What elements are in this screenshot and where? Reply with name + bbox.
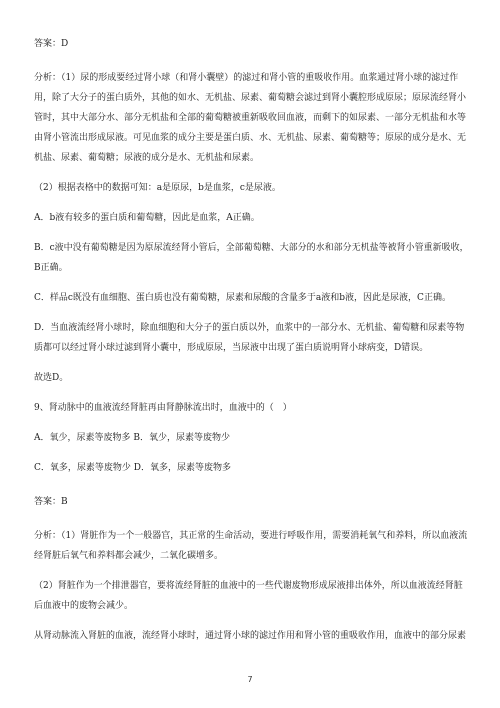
page-number: 7: [247, 675, 253, 684]
question-stem: 9、肾动脉中的血液流经肾脏再由肾静脉流出时，血液中的（ ）: [34, 403, 292, 413]
option-explanation: A．b液有较多的蛋白质和葡萄糖，因此是血浆，A正确。: [34, 213, 260, 223]
answer-line: 答案：D: [34, 39, 69, 49]
conclusion-line: 故选D。: [34, 373, 69, 383]
analysis-paragraph: 分析：（1）尿的形成要经过肾小球（和肾小囊壁）的滤过和肾小管的重吸收作用。血浆通过肾小球的滤过作用，除了大分子的蛋白质外，其他的如水、无机盐、尿素、葡萄糖会滤过到肾小囊腔形成原尿；原尿流经肾小管时，其中大部分水、部分无机盐和全部的葡萄糖被重新吸收回血液，而剩下的如尿素、一部分无机盐和水等由肾小管流出形成尿液。可见血浆的成分主要是蛋白质、水、无机盐、尿素、葡萄糖等；原尿的成分是水、无机盐、尿素、葡萄糖；尿液的成分是水、无机盐和尿素。: [34, 73, 467, 163]
answer-line: 答案：B: [34, 497, 68, 507]
analysis-paragraph: （2）根据表格中的数据可知：a是原尿，b是血浆，c是尿液。: [34, 183, 281, 193]
question-choices: C．氧多，尿素等废物少 D．氧多，尿素等废物多: [34, 463, 231, 473]
analysis-paragraph: 从肾动脉流入肾脏的血液，流经肾小球时，通过肾小球的滤过作用和肾小管的重吸收作用，血液中的部分尿素: [34, 631, 467, 641]
analysis-paragraph: （2）肾脏作为一个排泄器官，要将流经肾脏的血液中的一些代谢废物形成尿液排出体外，所以血液流经肾脏后血液中的废物会减少。: [34, 581, 463, 611]
question-choices: A．氧少，尿素等废物多 B．氧少，尿素等废物少: [34, 433, 230, 443]
option-explanation: B．c液中没有葡萄糖是因为原尿流经肾小管后，全部葡萄糖、大部分的水和部分无机盐等被肾小管重新吸收，B正确。: [34, 243, 469, 273]
analysis-paragraph: 分析：（1）肾脏作为一个一般器官，其正常的生命活动，要进行呼吸作用，需要消耗氧气和养料，所以血液流经肾脏后氧气和养料都会减少，二氧化碳增多。: [34, 531, 468, 561]
option-explanation: C．样品c既没有血细胞、蛋白质也没有葡萄糖，尿素和尿酸的含量多于a液和b液，因此是尿液，C正确。: [34, 293, 451, 303]
option-explanation: D．当血液流经肾小球时，除血细胞和大分子的蛋白质以外，血浆中的一部分水、无机盐、葡萄糖和尿素等物质都可以经过肾小球过滤到肾小囊中，形成原尿，当尿液中出现了蛋白质说明肾小球病变，D错误。: [34, 323, 465, 353]
